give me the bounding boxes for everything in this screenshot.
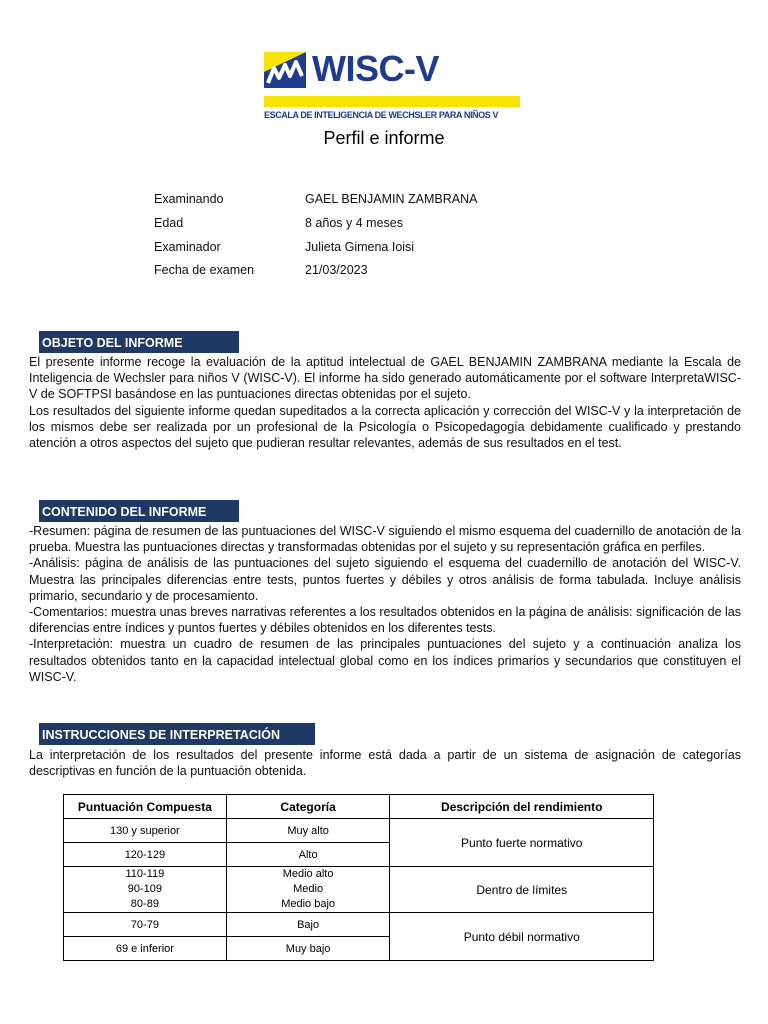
- info-label: Examinador: [154, 240, 221, 254]
- paragraph: -Resumen: página de resumen de las puntuaciones del WISC-V siguiendo el mismo esquema del cuadernillo de anotación de la prueba. Muestra las puntuaciones directas y transformadas obtenidas por el sujeto y su representación gráfica en perfiles.: [29, 524, 741, 555]
- column-header: Categoría: [226, 795, 390, 819]
- category-cell: [226, 867, 390, 913]
- instrucciones-text: [29, 747, 741, 779]
- table-row: [64, 867, 654, 913]
- description-cell: Punto débil normativo: [390, 913, 654, 961]
- logo-subtitle: ESCALA DE INTELIGENCIA DE WECHSLER PARA NIÑOS V: [264, 110, 499, 120]
- score-cell: [64, 867, 227, 913]
- score-value: 90-109: [127, 883, 162, 895]
- score-value: 110-119: [125, 868, 165, 880]
- paragraph: -Análisis: página de análisis de las puntuaciones del sujeto siguiendo el esquema del cuadernillo de anotación del WISC-V. Muestra las principales diferencias entre tests, puntos fuertes y débiles y otros análisis de forma tabulada. Incluye análisis primario, secundario y de procesamiento.: [29, 556, 741, 603]
- info-value: Julieta Gimena Ioisi: [305, 240, 415, 254]
- info-label: Examinando: [154, 192, 224, 206]
- logo-yellow-bar: [264, 96, 520, 107]
- description-cell: Dentro de límites: [390, 867, 654, 913]
- paragraph: -Comentarios: muestra unas breves narrativas referentes a los resultados obtenidos en la página de análisis: significación de las diferencias entre índices y puntos fuertes y débiles obtenidos en los diferentes tests.: [29, 605, 741, 636]
- category-cell: Muy alto: [226, 819, 390, 843]
- table-row: [64, 819, 654, 843]
- category-value: Medio alto: [282, 868, 334, 880]
- logo-brand: WISC-V: [312, 48, 439, 89]
- wisc-logo-icon: [264, 52, 306, 88]
- column-header: Puntuación Compuesta: [64, 795, 227, 819]
- score-cell: 120-129: [64, 843, 227, 867]
- objeto-text: [29, 354, 741, 451]
- info-value: 21/03/2023: [305, 263, 368, 277]
- paragraph: El presente informe recoge la evaluación de la aptitud intelectual de GAEL BENJAMIN ZAMBRANA mediante la Escala de Inteligencia de Wechsler para niños V (WISC-V). El informe ha sido generado automáticamente por el software InterpretaWISC-V de SOFTPSI basándose en las puntuaciones directas obtenidas por el sujeto.: [29, 355, 741, 402]
- paragraph: La interpretación de los resultados del presente informe está dada a partir de un sistema de asignación de categorías descriptivas en función de la puntuación obtenida.: [29, 748, 741, 779]
- info-label: Fecha de examen: [154, 263, 255, 277]
- description-cell: Punto fuerte normativo: [390, 819, 654, 867]
- score-cell: 130 y superior: [64, 819, 227, 843]
- category-value: Medio: [293, 883, 324, 895]
- category-cell: Alto: [226, 843, 390, 867]
- section-heading-instrucciones: INSTRUCCIONES DE INTERPRETACIÓN: [39, 723, 315, 745]
- wisc-v-logo: [264, 48, 522, 124]
- page-title: Perfil e informe: [323, 128, 445, 148]
- info-value: 8 años y 4 meses: [305, 216, 403, 230]
- category-value: Medio bajo: [281, 898, 336, 910]
- category-cell: Muy bajo: [226, 937, 390, 961]
- paragraph: -Interpretación: muestra un cuadro de resumen de las principales puntuaciones del sujeto y a continuación analiza los resultados obtenidos tanto en la capacidad intelectual global como en los índices primarios y secundarios que constituyen el WISC-V.: [29, 637, 741, 684]
- info-label: Edad: [154, 216, 184, 230]
- contenido-text: [29, 523, 741, 685]
- category-cell: Bajo: [226, 913, 390, 937]
- score-value: 80-89: [130, 898, 159, 910]
- score-cell: 69 e inferior: [64, 937, 227, 961]
- column-header: Descripción del rendimiento: [390, 795, 654, 819]
- section-heading-contenido: CONTENIDO DEL INFORME: [39, 500, 239, 522]
- table-header-row: [64, 795, 654, 819]
- info-value: GAEL BENJAMIN ZAMBRANA: [305, 192, 478, 206]
- table-row: [64, 913, 654, 937]
- section-heading-objeto: OBJETO DEL INFORME: [39, 331, 239, 353]
- categories-table: [63, 794, 654, 961]
- score-cell: 70-79: [64, 913, 227, 937]
- paragraph: Los resultados del siguiente informe quedan supeditados a la correcta aplicación y corrección del WISC-V y la interpretación de los mismos debe ser realizada por un profesional de la Psicología o Psicopedagogía debidamente cualificado y prestando atención a otros aspectos del sujeto que pudieran resultar relevantes, además de sus resultados en el test.: [29, 403, 741, 451]
